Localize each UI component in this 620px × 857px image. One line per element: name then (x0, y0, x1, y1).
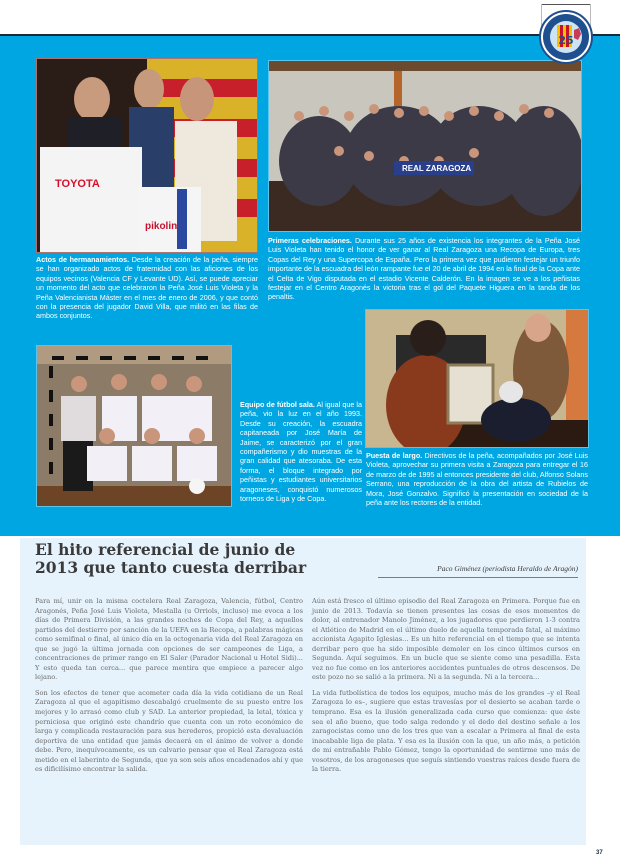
caption-text: Desde la creación de la peña, siempre se han organizado actos de fraternidad con las aficiones de los equipos vecinos (Valencia CF y Levante UD). Así, se puede apreciar un momento del acto que celebraron la Peña José Luis Violeta y la Peña Valencianista Máster en el mes de enero de 2006, y que contó con la presencia del jugador David Villa, que militó en las filas de ambos conjuntos. (36, 255, 259, 321)
caption-celebraciones (268, 236, 580, 302)
page-number: 37 (596, 850, 603, 856)
caption-futbol-sala (240, 400, 362, 503)
shirt-sponsor-text: TOYOTA (55, 178, 100, 190)
article-title: El hito referencial de junio de 2013 que tanto cuesta derribar (35, 540, 307, 577)
club-crest-icon (537, 4, 595, 66)
caption-text: Durante sus 25 años de existencia los integrantes de la Peña José Luis Violeta han tenido el honor de ver ganar al Real Zaragoza una Recopa de Europa, tres Copas del Rey y una Supercopa de España. Pero la primera vez que pudieron festejar un triunfo importante de la escuadra del león rampante fue el 20 de abril de 1994 en la final de la Copa ante el Celta de Vigo disputada en el estadio Vicente Calderón. En la imagen se ve a los peñistas festejar en el Centro Aragonés la victoria tras el gol del Paquete Higuera en la tanda de los penaltis. (268, 236, 580, 302)
article-paragraph: La vida futbolística de todos los equipos, mucho más de los grandes –y el Real Zaragoza lo es–, sugiere que estas travesías por el desierto se acaban tarde o temprano. Esa es la ilusión generalizada cada curso que comienza: que éste sea el año bueno, que todo salga redondo y el dedo del destino señale a los zaragocistas como uno de los tres que van a escalar a Primera al final de esta inacabable liga de plata. Y esa es la ilusión con la que, un año más, a petición de mi entrañable Pablo Gómez, tengo la oportunidad de sentirme uno más de vosotros, de los aragoneses que seguís sintiendo vuestras raíces desde fuera de la tierra. (312, 688, 580, 774)
caption-hermanamientos (36, 255, 258, 321)
article-column-right (312, 597, 580, 781)
caption-text: Al igual que la peña, vio la luz en el año 1993. Desde su creación, la escuadra capitaneada por José María de Jaime, se caracterizó por el gran compañerismo y dio muestras de la gran calidad que atesoraba. De esta forma, el bloque integrado por peñistas y estudiantes universitarios aragoneses, conquistó numerosos torneos de Liga y de Copa. (240, 400, 362, 504)
caption-title: Actos de hermanamientos. (36, 255, 130, 264)
photo-futbol-sala (36, 345, 232, 507)
caption-title: Equipo de fútbol sala. (240, 400, 315, 409)
svg-text:pikolin: pikolin (145, 221, 178, 232)
caption-puesta-de-largo (366, 451, 588, 507)
article-paragraph: Aún está fresco el último episodio del Real Zaragoza en Primera. Porque fue en junio de 2013. Todavía se tienen presentes las cosas de esos momentos de dolor, al entrenador Manolo Jiménez, a los jugadores que perdieron 1-3 contra el Atlético de Madrid en el último duelo de aquella temporada fatal, al máximo accionista Agapito Iglesias... Es un hito referencial en el tiempo que se intenta derribar pero que ha sido imposible demoler en los cinco últimos cursos en Segunda. Aquí seguimos. En un bucle que se siente como una pesadilla. Esta vez no fue como en los anteriores accidentes puntuales de otros descensos. De este pozo no se salió a la primera. Ni a la segunda. Ni a la tercera... (312, 597, 580, 682)
caption-title: Puesta de largo. (366, 451, 423, 460)
photo-celebraciones (268, 60, 582, 232)
scarf-text: REAL ZARAGOZA (402, 164, 472, 173)
crest-number: 25 (558, 34, 574, 47)
caption-text: Directivos de la peña, acompañados por José Luis Violeta, aprovechar su primera visita a Zaragoza para entregar el 16 de marzo de de 1995 al entonces presidente del club, Alfonso Solans Serrano, una reproducción de la obra del artista de Rubielos de Mora, José Gonzalvo. Significó la presentación en sociedad de la peña ante los rectores de la entidad. (366, 451, 588, 508)
article-column-left (35, 597, 303, 781)
photo-hermanamientos (36, 58, 258, 253)
article-paragraph: Son los efectos de tener que acometer cada día la vida cotidiana de un Real Zaragoza al que el agapitismo descabalgó cruelmente de su puesto entre los mejores y lo arrasó como club y SAD. La anterior propiedad, la letal, tóxica y perniciosa que originó este chandrío que cuenta con un roto económico de larga y complicada restauración para sus herederos, propició esta devaluación deportiva de una entidad que jamás decaerá en el ánimo de volver a donde debe. Pero, inequívocamente, es un calvario pensar que el Real Zaragoza está metido en el laberinto de Segunda, que ya son seis años encadenados ahí y que es dificilísimo encontrar la salida. (35, 688, 303, 774)
article-paragraph: Para mí, unir en la misma coctelera Real Zaragoza, Valencia, fútbol, Centro Aragonés, Peña José Luis Violeta, Mestalla (u Orriols, incluso) me evoca a los días de Primera División, a las grandes noches de Copa del Rey, a aquellos partidos del destierro por sanción de la UEFA en la Recopa, a palabras mágicas como semifinal o final, al único día en la octogenaria vida del Real Zaragoza en que se jugó la última jornada con opciones de ser campeones de Liga, a concentraciones de primer rango en El Saler (Parador Nacional u Hotel Sidi)... Y esto queda tan cerca... que parece mentira que empiece a parecer algo lejano. (35, 597, 303, 682)
photo-puesta-de-largo (365, 309, 589, 448)
caption-title: Primeras celebraciones. (268, 236, 352, 245)
article-byline: Paco Giménez (periodista Heraldo de Aragón) (378, 564, 578, 578)
article (20, 538, 586, 845)
